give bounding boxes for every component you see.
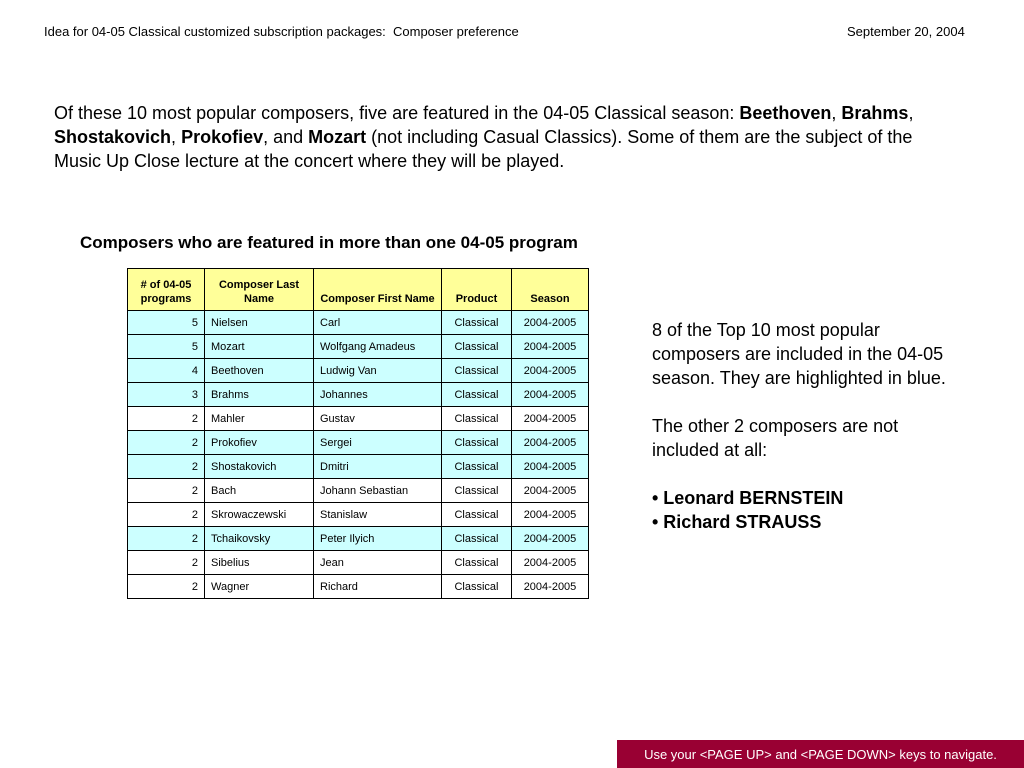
cell-programs: 2 [128,551,205,575]
cell-first-name: Johannes [314,383,442,407]
cell-last-name: Bach [205,479,314,503]
table-row [128,431,589,455]
table-row [128,407,589,431]
cell-programs: 2 [128,455,205,479]
cell-first-name: Dmitri [314,455,442,479]
cell-first-name: Jean [314,551,442,575]
cell-season: 2004-2005 [512,455,589,479]
cell-first-name: Richard [314,575,442,599]
intro-text-1: Of these 10 most popular composers, five are featured in the 04-05 Classical season: [54,103,740,123]
cell-last-name: Tchaikovsky [205,527,314,551]
missing-composers-list [652,486,962,534]
cell-product: Classical [442,311,512,335]
header-product: Product [442,269,512,311]
cell-product: Classical [442,551,512,575]
cell-product: Classical [442,431,512,455]
cell-first-name: Johann Sebastian [314,479,442,503]
table-row [128,311,589,335]
table-row [128,503,589,527]
cell-programs: 2 [128,575,205,599]
intro-sep-1: , [831,103,842,123]
cell-season: 2004-2005 [512,407,589,431]
table-row [128,527,589,551]
cell-season: 2004-2005 [512,527,589,551]
cell-product: Classical [442,383,512,407]
cell-programs: 4 [128,359,205,383]
cell-product: Classical [442,359,512,383]
cell-season: 2004-2005 [512,503,589,527]
cell-programs: 2 [128,479,205,503]
intro-paragraph [54,101,954,173]
table-row [128,479,589,503]
cell-programs: 5 [128,335,205,359]
cell-last-name: Prokofiev [205,431,314,455]
header-last-name: Composer Last Name [205,269,314,311]
cell-last-name: Brahms [205,383,314,407]
table-title: Composers who are featured in more than one 04-05 program [80,233,578,252]
cell-product: Classical [442,479,512,503]
cell-last-name: Shostakovich [205,455,314,479]
navigation-hint-text: Use your <PAGE UP> and <PAGE DOWN> keys to navigate. [644,746,997,762]
cell-programs: 3 [128,383,205,407]
cell-product: Classical [442,455,512,479]
cell-programs: 5 [128,311,205,335]
header-programs: # of 04-05 programs [128,269,205,311]
intro-mozart: Mozart [308,127,367,147]
cell-last-name: Wagner [205,575,314,599]
cell-first-name: Wolfgang Amadeus [314,335,442,359]
cell-season: 2004-2005 [512,335,589,359]
table-row [128,575,589,599]
cell-last-name: Nielsen [205,311,314,335]
missing-composer-item: • Leonard BERNSTEIN [652,488,844,508]
cell-season: 2004-2005 [512,311,589,335]
slide-header-title: Idea for 04-05 Classical customized subscription packages: Composer preference [44,24,519,39]
cell-last-name: Sibelius [205,551,314,575]
header-first-name: Composer First Name [314,269,442,311]
side-note [652,318,962,534]
missing-composer-item: • Richard STRAUSS [652,512,822,532]
cell-programs: 2 [128,527,205,551]
cell-last-name: Mahler [205,407,314,431]
header-season: Season [512,269,589,311]
cell-product: Classical [442,503,512,527]
intro-text-2: (not including Casual Classics). Some of them are the subject of the Music Up Close lecture at the concert where they will be played. [54,127,913,171]
intro-shostakovich: Shostakovich [54,127,172,147]
table-row [128,383,589,407]
slide-header-date: September 20, 2004 [847,24,965,39]
cell-season: 2004-2005 [512,431,589,455]
intro-prokofiev: Prokofiev [181,127,264,147]
cell-product: Classical [442,335,512,359]
intro-beethoven: Beethoven [739,103,832,123]
cell-product: Classical [442,407,512,431]
cell-last-name: Mozart [205,335,314,359]
side-note-paragraph-2: The other 2 composers are not included at all: [652,416,899,460]
cell-last-name: Skrowaczewski [205,503,314,527]
table-row [128,455,589,479]
cell-last-name: Beethoven [205,359,314,383]
cell-programs: 2 [128,503,205,527]
side-note-paragraph-1: 8 of the Top 10 most popular composers are included in the 04-05 season. They are highlighted in blue. [652,320,946,388]
cell-first-name: Carl [314,311,442,335]
cell-first-name: Ludwig Van [314,359,442,383]
table-row [128,551,589,575]
cell-programs: 2 [128,431,205,455]
cell-season: 2004-2005 [512,479,589,503]
cell-first-name: Stanislaw [314,503,442,527]
cell-season: 2004-2005 [512,383,589,407]
table-row [128,359,589,383]
intro-sep-4: , and [263,127,309,147]
table-header-row [128,269,589,311]
intro-sep-2: , [908,103,914,123]
composers-table [127,268,589,599]
table-row [128,335,589,359]
cell-product: Classical [442,527,512,551]
cell-product: Classical [442,575,512,599]
intro-sep-3: , [171,127,182,147]
cell-first-name: Sergei [314,431,442,455]
navigation-hint-bar [617,740,1024,768]
cell-season: 2004-2005 [512,359,589,383]
cell-first-name: Gustav [314,407,442,431]
intro-brahms: Brahms [841,103,909,123]
cell-season: 2004-2005 [512,551,589,575]
cell-first-name: Peter Ilyich [314,527,442,551]
cell-programs: 2 [128,407,205,431]
cell-season: 2004-2005 [512,575,589,599]
